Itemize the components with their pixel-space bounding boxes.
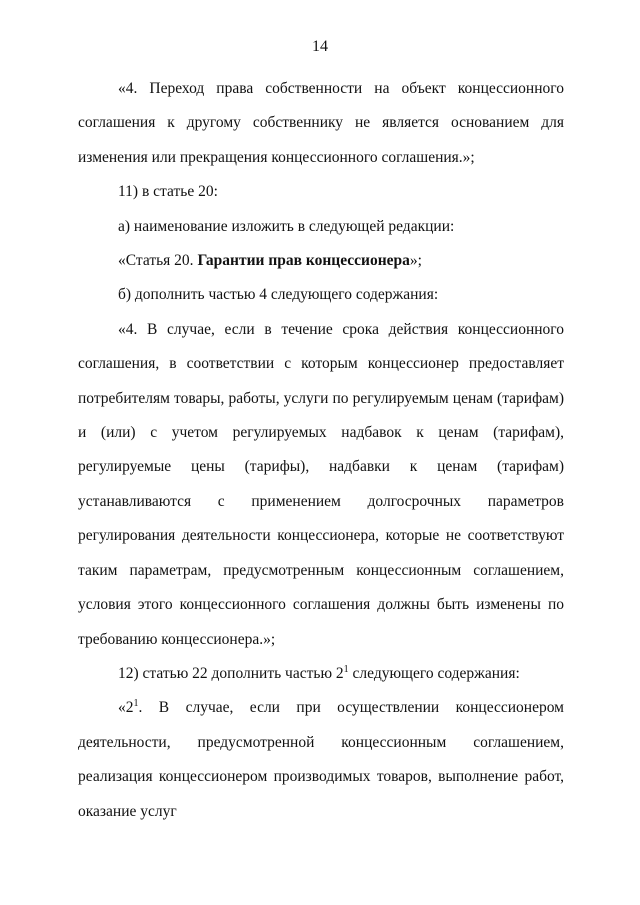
page-number: 14 — [312, 38, 328, 55]
clause-2-1-superscript: 1 — [133, 698, 139, 710]
paragraph-article-20-title — [78, 244, 564, 278]
article-title-bold: Гарантии прав концессионера — [197, 252, 410, 270]
clause-2-1-prefix: «2 — [118, 699, 134, 717]
document-body — [78, 72, 564, 829]
paragraph-clause-2-1 — [78, 691, 564, 829]
article-title-prefix: «Статья 20. — [118, 252, 198, 270]
paragraph-item-11: 11) в статье 20: — [118, 183, 218, 201]
paragraph-subitem-b: б) дополнить частью 4 следующего содержания: — [118, 286, 439, 304]
paragraph-subitem-a: а) наименование изложить в следующей редакции: — [118, 217, 455, 235]
paragraph-item-12 — [78, 657, 564, 691]
item-12-prefix: 12) статью 22 дополнить частью 2 — [118, 664, 344, 682]
item-12-suffix: следующего содержания: — [348, 664, 520, 682]
article-title-suffix: »; — [409, 252, 422, 270]
paragraph-clause-4-transfer: «4. Переход права собственности на объект концессионного соглашения к другому собственнику не является основанием для изменения или прекращения концессионного соглашения.»; — [78, 80, 564, 166]
paragraph-clause-4-tariffs: «4. В случае, если в течение срока действия концессионного соглашения, в соответствии с которым концессионер предоставляет потребителям товары, работы, услуги по регулируемым ценам (тарифам) и (или) с учетом регулируемых надбавок к ценам (тарифам), регулируемые цены (тарифы), надбавки к ценам (тарифам) устанавливаются с применением долгосрочных параметров регулирования деятельности концессионера, которые не соответствуют таким параметрам, предусмотренным концессионным соглашением, условия этого концессионного соглашения должны быть изменены по требованию концессионера.»; — [78, 320, 564, 648]
item-12-superscript: 1 — [343, 663, 349, 675]
clause-2-1-suffix: . В случае, если при осуществлении концессионером деятельности, предусмотренной концессионным соглашением, реализация концессионером производимых товаров, выполнение работ, оказание услуг — [78, 699, 564, 820]
